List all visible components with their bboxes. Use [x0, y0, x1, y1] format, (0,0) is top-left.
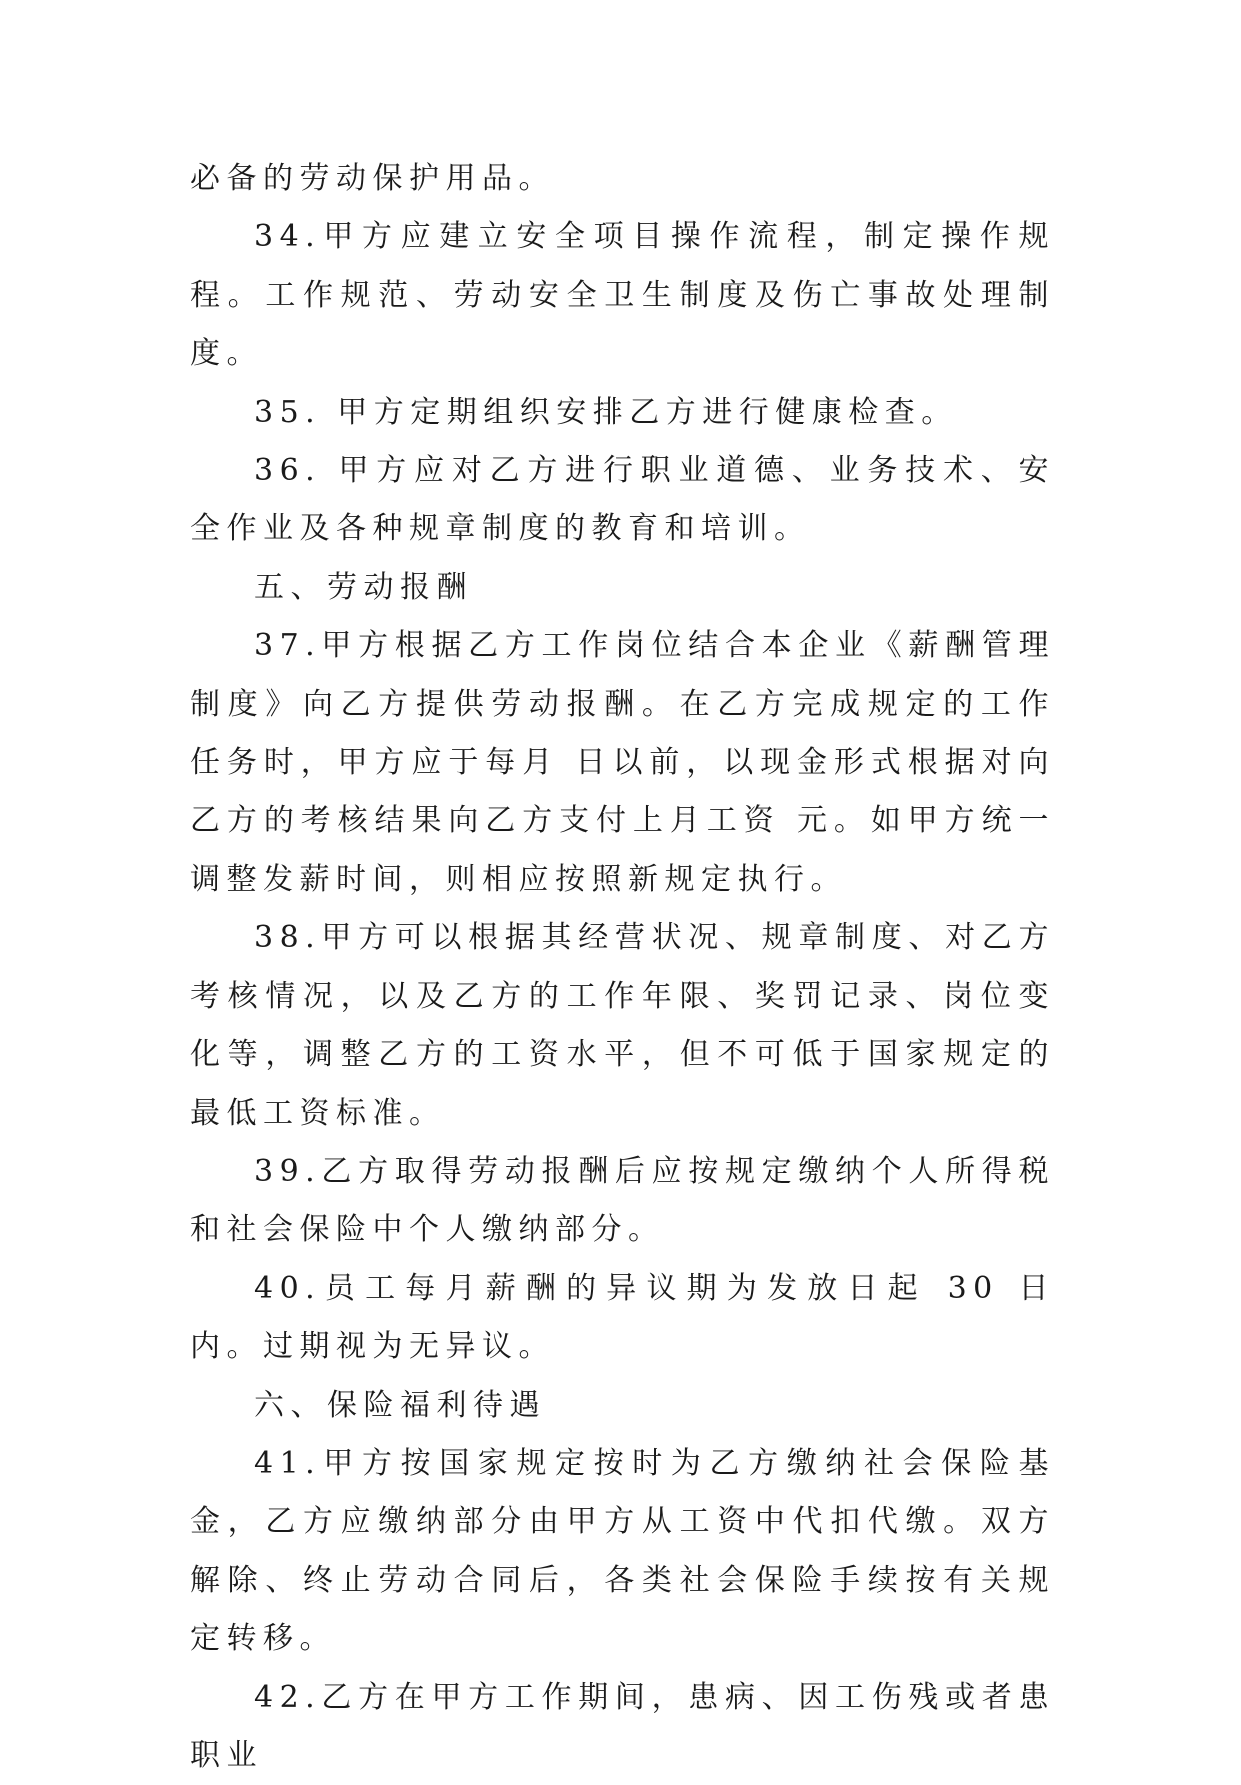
clause-41: 41.甲方按国家规定按时为乙方缴纳社会保险基金，乙方应缴纳部分由甲方从工资中代扣代缴。双方解除、终止劳动合同后，各类社会保险手续按有关规定转移。: [190, 1445, 1055, 1657]
section-heading-remuneration: 五、劳动报酬: [254, 569, 473, 605]
clause-38: 38.甲方可以根据其经营状况、规章制度、对乙方考核情况，以及乙方的工作年限、奖罚记录、岗位变化等，调整乙方的工资水平，但不可低于国家规定的最低工资标准。: [190, 920, 1055, 1131]
clause-39: 39.乙方取得劳动报酬后应按规定缴纳个人所得税和社会保险中个人缴纳部分。: [190, 1153, 1055, 1248]
paragraph-continuation: 必备的劳动保护用品。: [190, 161, 555, 196]
clause-35: 35. 甲方定期组织安排乙方进行健康检查。: [254, 394, 958, 430]
document-body: [190, 150, 1055, 1785]
clause-36: 36. 甲方应对乙方进行职业道德、业务技术、安全作业及各种规章制度的教育和培训。: [190, 453, 1055, 547]
clause-40: 40.员工每月薪酬的异议期为发放日起 30 日内。过期视为无异议。: [190, 1270, 1055, 1365]
clause-34: 34.甲方应建立安全项目操作流程，制定操作规程。工作规范、劳动安全卫生制度及伤亡事故处理制度。: [190, 219, 1055, 372]
clause-37: 37.甲方根据乙方工作岗位结合本企业《薪酬管理制度》向乙方提供劳动报酬。在乙方完成规定的工作任务时，甲方应于每月 日以前，以现金形式根据对向乙方的考核结果向乙方支付上月工资 元。如甲方统一调整发薪时间，则相应按照新规定执行。: [190, 628, 1055, 897]
clause-42: 42.乙方在甲方工作期间，患病、因工伤残或者患职业: [190, 1679, 1055, 1773]
section-heading-insurance: 六、保险福利待遇: [254, 1387, 546, 1423]
